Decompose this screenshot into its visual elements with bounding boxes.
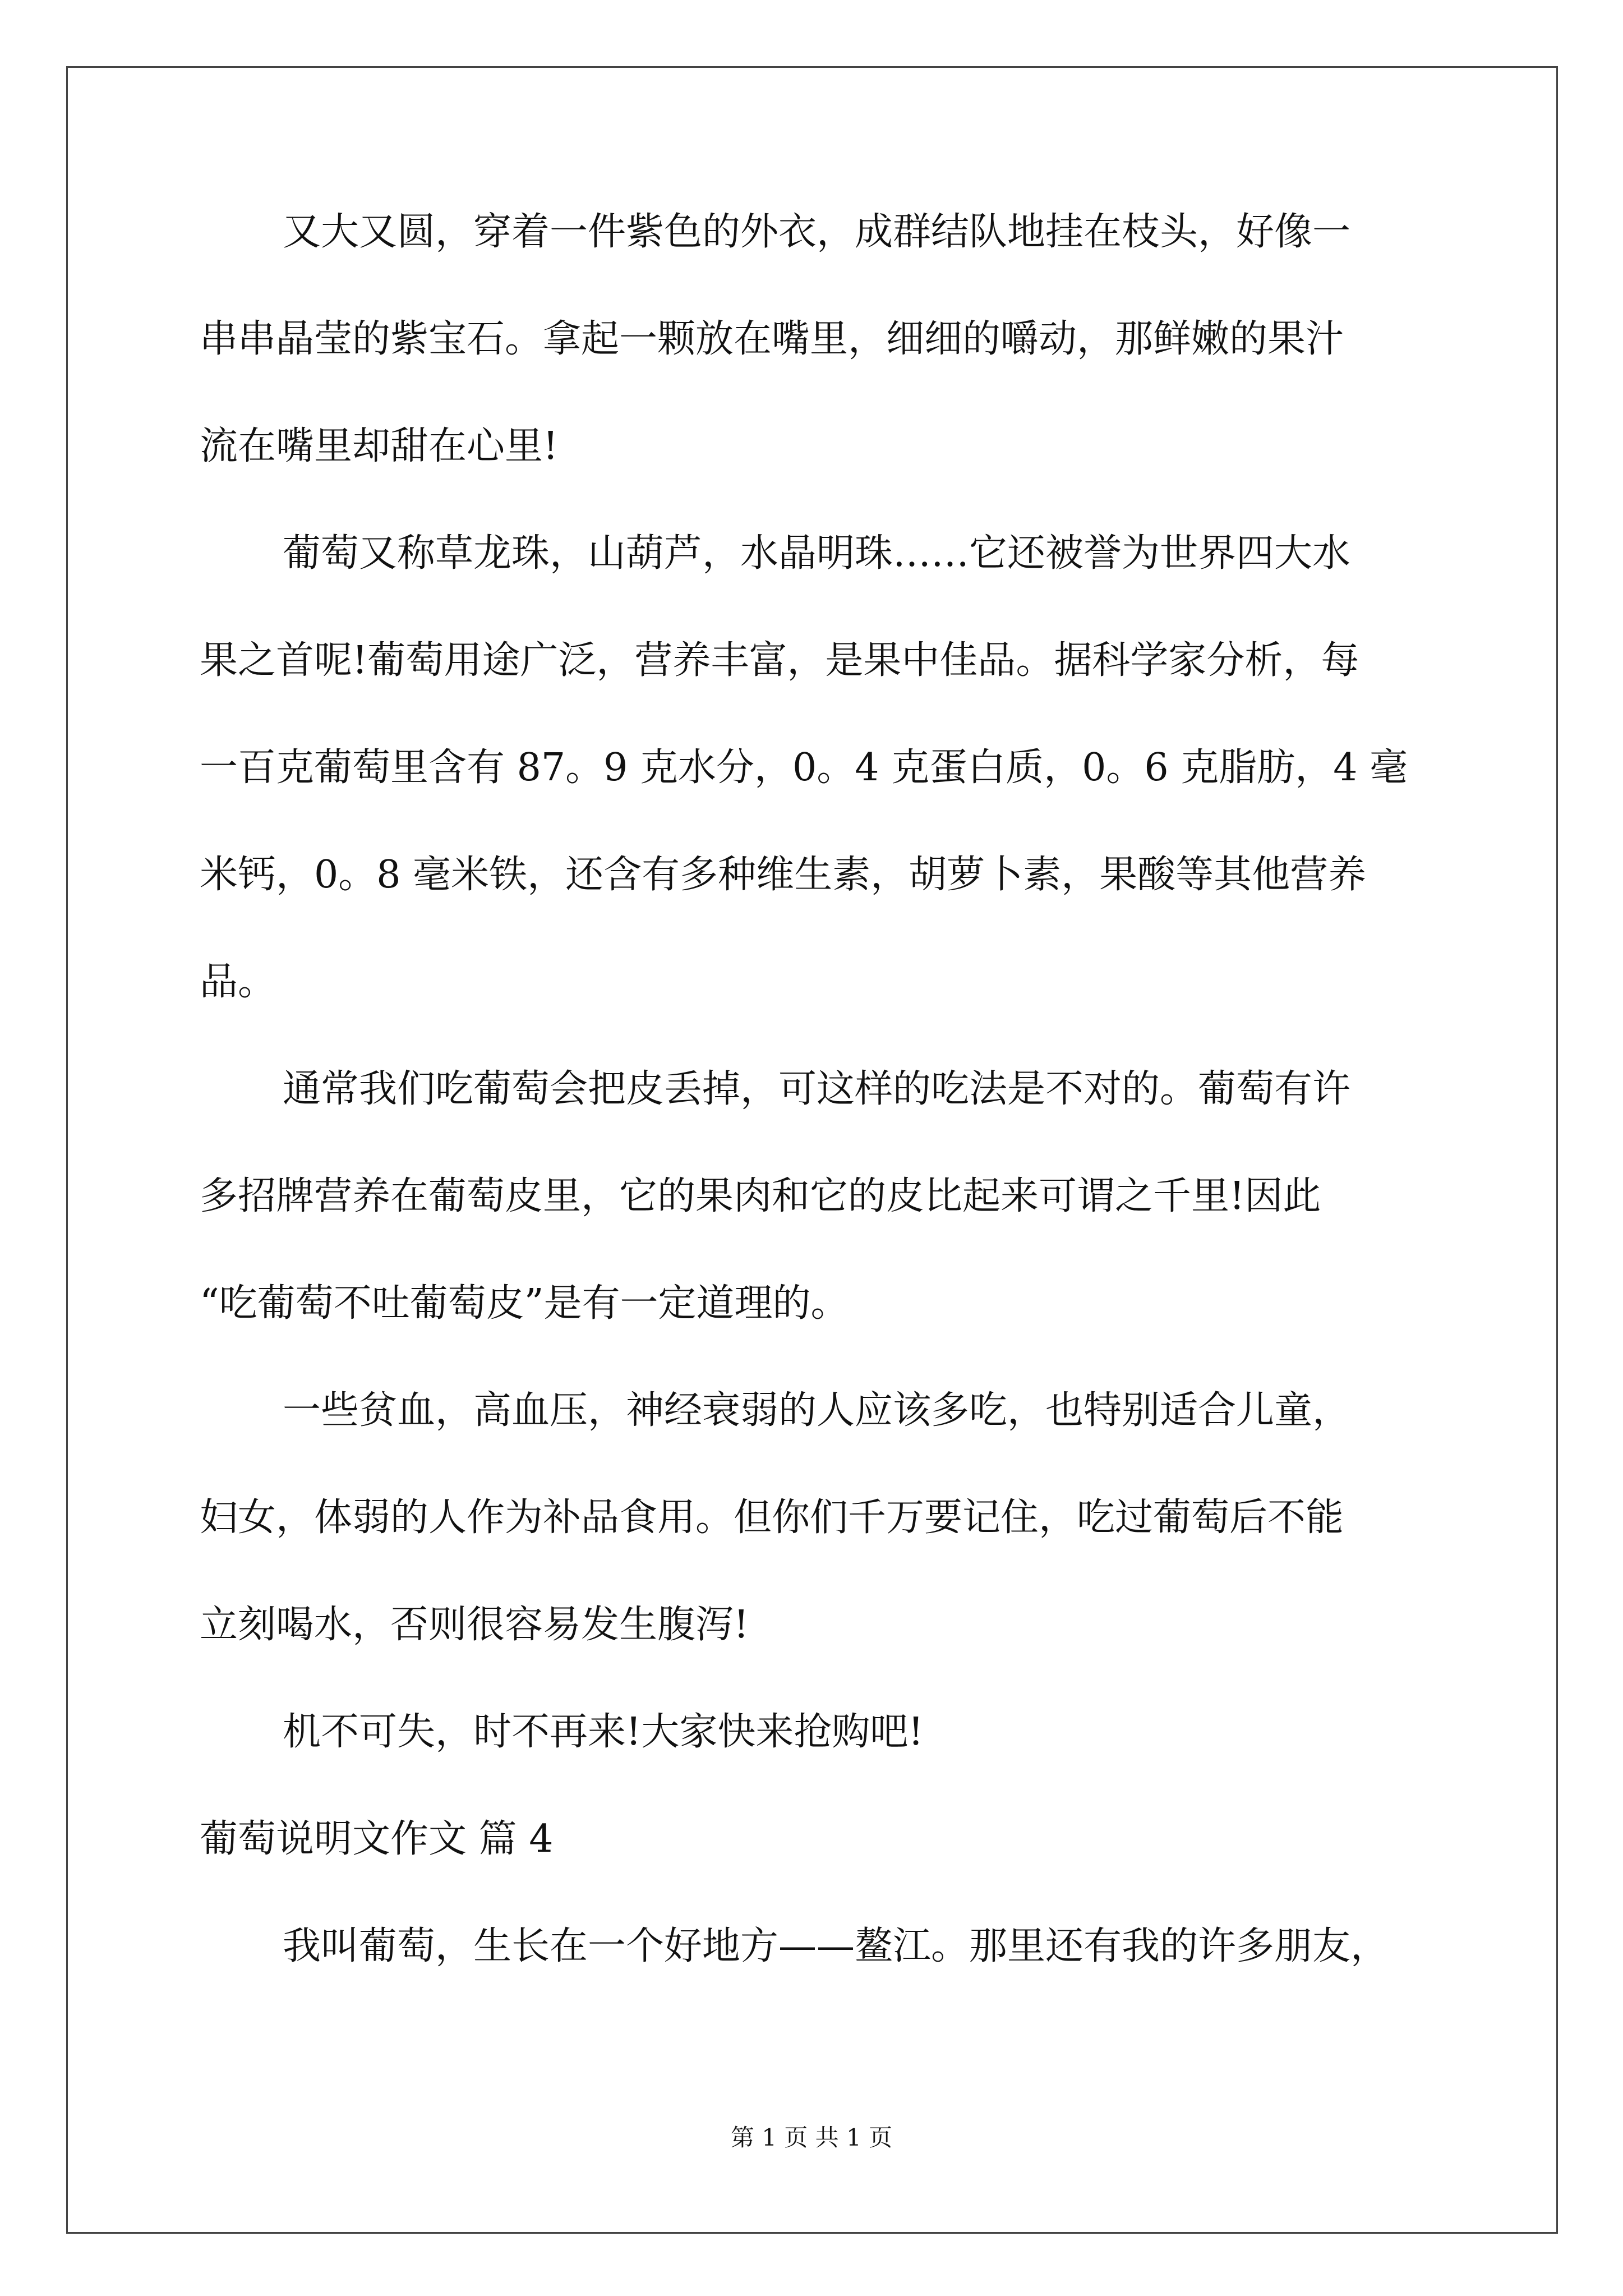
section-heading: 葡萄说明文作文 篇 4	[200, 1817, 554, 1861]
text-line: 品。	[200, 960, 276, 1004]
text-line: 机不可失，时不再来!大家快来抢购吧!	[283, 1710, 924, 1754]
text-line: 多招牌营养在葡萄皮里，它的果肉和它的皮比起来可谓之千里!因此	[200, 1174, 1321, 1218]
text-line: 妇女，体弱的人作为补品食用。但你们千万要记住，吃过葡萄后不能	[200, 1496, 1344, 1540]
text-line: 流在嘴里却甜在心里!	[200, 424, 559, 468]
text-line: 米钙，0。8 毫米铁，还含有多种维生素，胡萝卜素，果酸等其他营养	[200, 853, 1367, 897]
document-body	[200, 210, 1433, 2035]
text-line: 我叫葡萄，生长在一个好地方——鳌江。那里还有我的许多朋友，	[283, 1924, 1389, 1968]
text-line: 又大又圆，穿着一件紫色的外衣，成群结队地挂在枝头，好像一	[283, 210, 1351, 254]
text-line: 葡萄又称草龙珠，山葫芦，水晶明珠……它还被誉为世界四大水	[283, 531, 1351, 576]
text-line: 一些贫血，高血压，神经衰弱的人应该多吃，也特别适合儿童，	[283, 1388, 1351, 1433]
text-line: 果之首呢!葡萄用途广泛，营养丰富，是果中佳品。据科学家分析，每	[200, 638, 1359, 683]
text-line: 串串晶莹的紫宝石。拿起一颗放在嘴里，细细的嚼动，那鲜嫩的果汁	[200, 317, 1344, 361]
text-line: 一百克葡萄里含有 87。9 克水分，0。4 克蛋白质，0。6 克脂肪，4 毫	[200, 746, 1408, 790]
page-footer: 第 1 页 共 1 页	[730, 2124, 893, 2151]
text-line: 立刻喝水，否则很容易发生腹泻!	[200, 1603, 749, 1647]
text-line: “吃葡萄不吐葡萄皮”是有一定道理的。	[200, 1281, 849, 1326]
text-line: 通常我们吃葡萄会把皮丢掉，可这样的吃法是不对的。葡萄有许	[283, 1067, 1351, 1111]
